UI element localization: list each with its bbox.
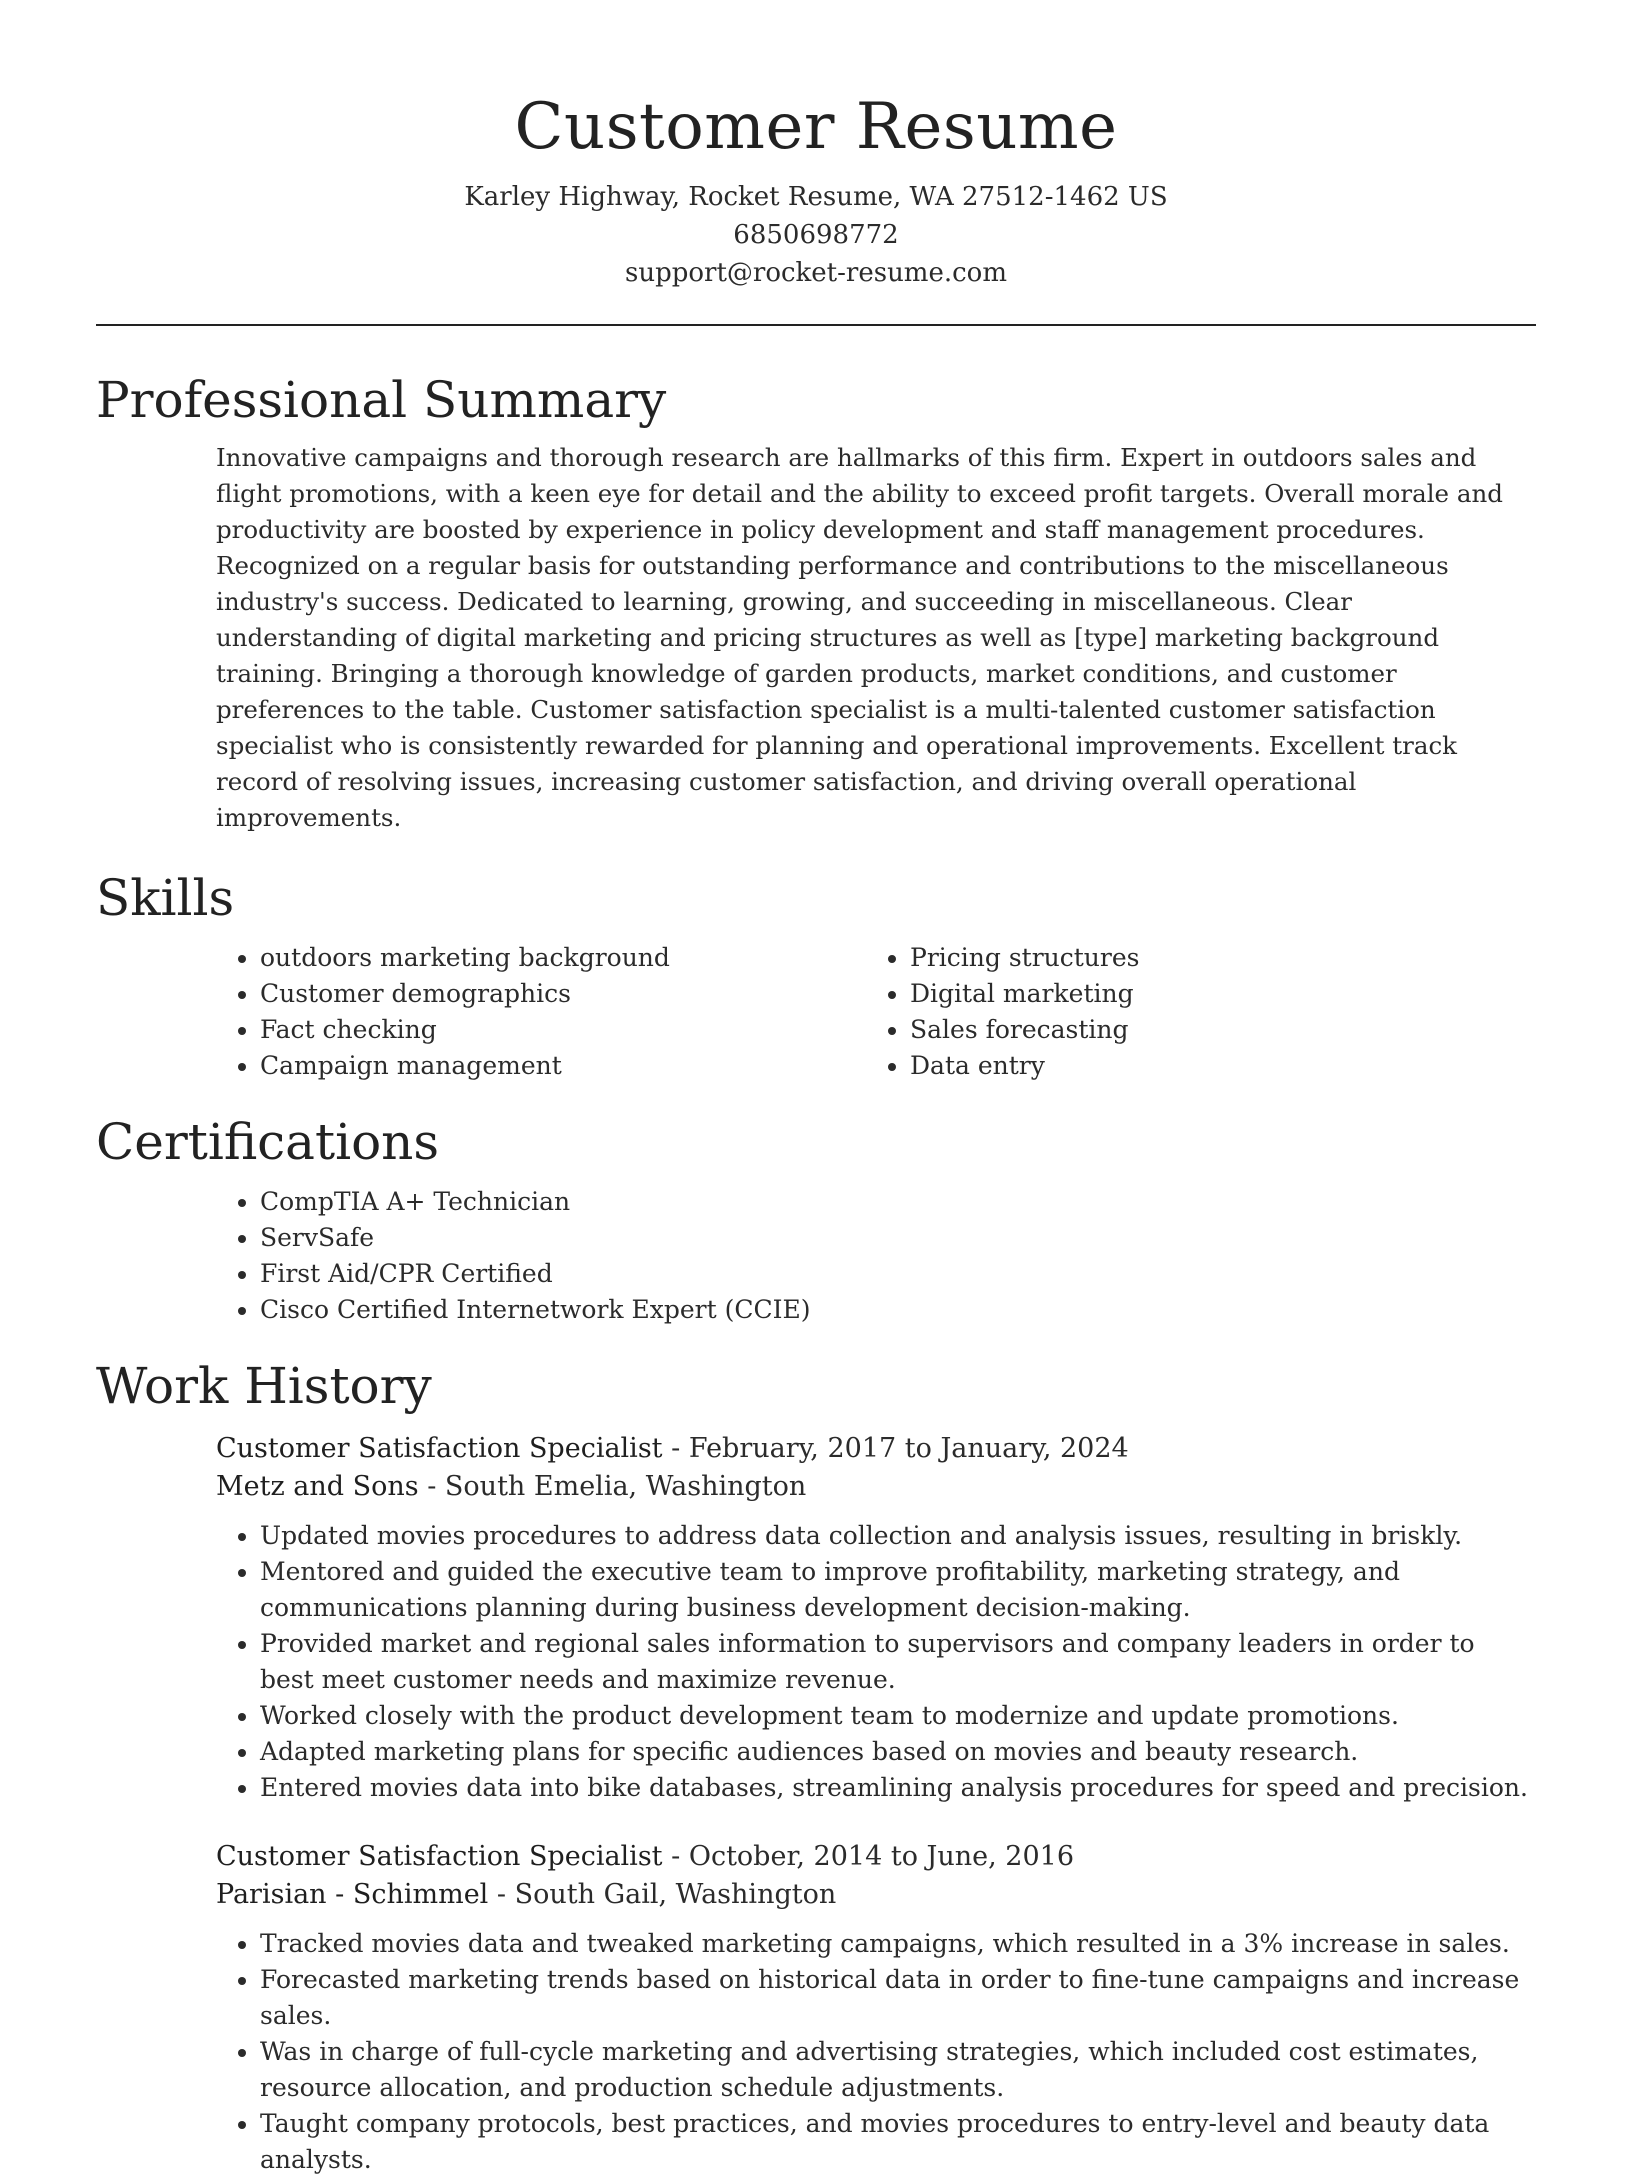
summary-section [96,368,1536,836]
skills-column-left [216,940,866,1084]
job-dates: - October, 2014 to June, 2016 [662,1841,1074,1872]
job-bullet: • Taught company protocols, best practices, and movies procedures to entry-level and beauty data analysts. [260,2106,1536,2178]
job-role: Customer Satisfaction Specialist [216,1841,663,1872]
job-bullet: • Was in charge of full-cycle marketing and advertising strategies, which included cost estimates, resource allocation, and production schedule adjustments. [260,2034,1536,2106]
skill-item: • Campaign management [260,1048,866,1084]
resume-page [96,0,1536,2178]
job-bullet: • Tracked movies data and tweaked marketing campaigns, which resulted in a 3% increase in sales. [260,1926,1536,1962]
job-location: - South Gail, Washington [488,1879,837,1910]
certification-item: • Cisco Certified Internetwork Expert (CCIE) [260,1292,1536,1328]
certification-item: • CompTIA A+ Technician [260,1184,1536,1220]
work-history-title: Work History [96,1357,432,1415]
contact-block [96,178,1536,292]
job-company-line [216,1876,1536,1914]
job-title-line [216,1838,1536,1876]
contact-email: support@rocket-resume.com [624,258,1007,288]
certifications-title: Certifications [96,1113,440,1171]
skill-item: • Digital marketing [910,976,1516,1012]
job-title-line [216,1430,1536,1468]
job-bullet: • Updated movies procedures to address data collection and analysis issues, resulting in briskly. [260,1518,1536,1554]
certifications-list [216,1184,1536,1328]
resume-header [96,0,1536,292]
skills-title: Skills [96,869,235,927]
skill-item: • Data entry [910,1048,1516,1084]
skill-item: • Customer demographics [260,976,866,1012]
job-bullet: • Forecasted marketing trends based on historical data in order to fine-tune campaigns and increase sales. [260,1962,1536,2034]
skills-section [96,866,1536,1084]
contact-address: Karley Highway, Rocket Resume, WA 27512-1462 US [464,182,1168,212]
skill-item: • Sales forecasting [910,1012,1516,1048]
job-bullet: • Provided market and regional sales information to supervisors and company leaders in order to best meet customer needs and maximize revenue. [260,1626,1536,1698]
job-location: - South Emelia, Washington [418,1471,807,1502]
skills-columns [216,940,1536,1084]
summary-title: Professional Summary [96,371,667,429]
certification-item: • ServSafe [260,1220,1536,1256]
job-company-line [216,1468,1536,1506]
job-entry [216,1838,1536,2178]
certification-item: • First Aid/CPR Certified [260,1256,1536,1292]
job-bullet: • Mentored and guided the executive team to improve profitability, marketing strategy, and communications planning during business development decision-making. [260,1554,1536,1626]
contact-phone: 6850698772 [733,220,899,250]
job-bullet: • Adapted marketing plans for specific audiences based on movies and beauty research. [260,1734,1536,1770]
job-bullet: • Worked closely with the product development team to modernize and update promotions. [260,1698,1536,1734]
certifications-section [96,1110,1536,1328]
skill-item: • Pricing structures [910,940,1516,976]
skill-item: • outdoors marketing background [260,940,866,976]
summary-text: Innovative campaigns and thorough research are hallmarks of this firm. Expert in outdoors sales and flight promotions, with a keen eye for detail and the ability to exceed profit targets. Overall morale and productivity are boosted by experience in policy development and staff management procedures. Recognized on a regular basis for outstanding performance and contributions to the miscellaneous industry's success. Dedicated to learning, growing, and succeeding in miscellaneous. Clear understanding of digital marketing and pricing structures as well as [type] marketing background training. Bringing a thorough knowledge of garden products, market conditions, and customer preferences to the table. Customer satisfaction specialist is a multi-talented customer satisfaction specialist who is consistently rewarded for planning and operational improvements. Excellent track record of resolving issues, increasing customer satisfaction, and driving overall operational improvements. [216,443,1503,832]
skills-column-right [866,940,1516,1084]
resume-name: Customer Resume [514,90,1118,164]
skill-item: • Fact checking [260,1012,866,1048]
job-bullets [96,1926,1536,2178]
job-entry [216,1430,1536,1806]
work-history-section [96,1354,1536,2178]
job-dates: - February, 2017 to January, 2024 [662,1433,1129,1464]
job-role: Customer Satisfaction Specialist [216,1433,663,1464]
header-divider [96,324,1536,326]
job-company: Metz and Sons [216,1471,419,1502]
job-bullet: • Entered movies data into bike databases, streamlining analysis procedures for speed and precision. [260,1770,1536,1806]
job-company: Parisian - Schimmel [216,1879,489,1910]
job-bullets [96,1518,1536,1806]
